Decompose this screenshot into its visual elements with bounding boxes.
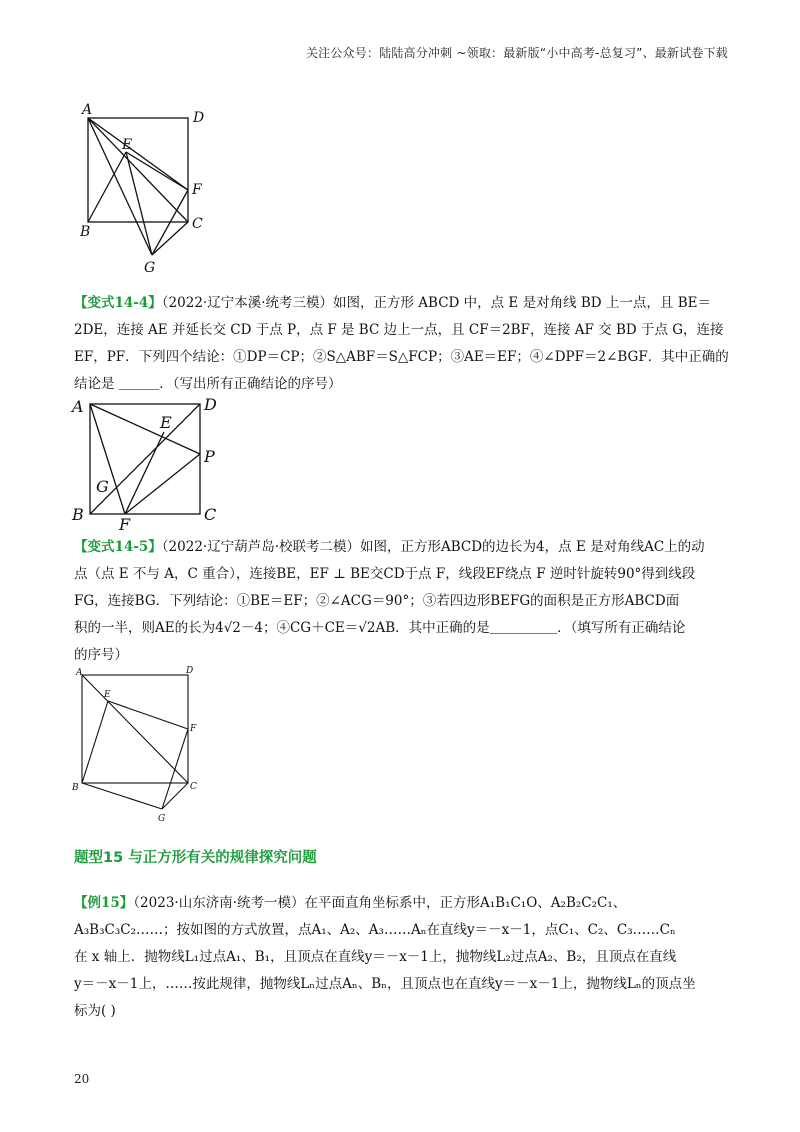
- problem-14-5-tag: 【变式14-5】: [74, 539, 162, 555]
- label-e: E: [104, 690, 111, 700]
- figure-3-svg: [70, 665, 210, 825]
- segment-ap: [90, 404, 200, 454]
- example-15-line-4: y＝－x－1上，……按此规律，抛物线Lₙ过点Aₙ、Bₙ，且顶点也在直线y＝－x－1上，抛物线Lₙ的顶点坐: [74, 976, 696, 992]
- label-a: A: [72, 397, 84, 416]
- label-c: C: [192, 216, 203, 232]
- label-d: D: [193, 110, 205, 126]
- segment: [126, 152, 152, 255]
- label-b: B: [72, 505, 84, 524]
- figure-2-svg: [70, 392, 230, 532]
- label-b: B: [72, 783, 79, 793]
- example-15-line-1: 【例15】（2023·山东济南·统考一模）在平面直角坐标系中，正方形A₁B₁C₁O、A₂B₂C₂C₁、: [74, 895, 627, 911]
- label-g: G: [144, 260, 156, 276]
- label-e: E: [160, 413, 172, 432]
- problem-14-5-line-2: 点（点 E 不与 A，C 重合），连接BE，EF ⊥ BE交CD于点 F，线段EF绕点 F 逆时针旋转90°得到线段: [74, 566, 696, 582]
- problem-14-4-tag: 【变式14-4】: [74, 295, 162, 311]
- label-e: E: [122, 137, 133, 153]
- problem-14-5-line-3: FG，连接BG．下列结论：①BE＝EF；②∠ACG＝90°；③若四边形BEFG的面积是正方形ABCD面: [74, 593, 680, 609]
- label-a: A: [82, 102, 93, 118]
- problem-14-5-line-1: 【变式14-5】（2022·辽宁葫芦岛·校联考二模）如图，正方形ABCD的边长为4，点 E 是对角线AC上的动: [74, 539, 705, 555]
- segment-bg: [82, 783, 162, 809]
- segment-ef: [108, 701, 188, 729]
- segment: [88, 118, 188, 190]
- problem-14-4: [74, 290, 730, 398]
- label-f: F: [192, 182, 202, 198]
- segment-fp: [125, 454, 200, 514]
- figure-square-abcd-2: [70, 392, 230, 532]
- section-title: 题型15 与正方形有关的规律探究问题: [74, 850, 317, 866]
- segment-fg: [162, 729, 188, 809]
- figure-1-svg: [78, 100, 218, 280]
- segment-be: [82, 701, 108, 783]
- diagonal-ac: [82, 675, 188, 783]
- example-15-line-3: 在 x 轴上．抛物线L₁过点A₁、B₁，且顶点在直线y＝－x－1上，抛物线L₂过点A₂、B₂，且顶点在直线: [74, 949, 677, 965]
- label-p: P: [204, 447, 215, 466]
- example-15: [74, 890, 730, 1025]
- segment: [152, 222, 188, 255]
- segment-af: [90, 404, 125, 514]
- label-a: A: [76, 668, 83, 678]
- segment: [88, 118, 188, 222]
- label-c: C: [190, 782, 197, 792]
- segment: [126, 152, 188, 190]
- segment: [88, 118, 152, 255]
- figure-square-abcd-3: [70, 665, 210, 825]
- example-15-tag: 【例15】: [74, 895, 134, 911]
- problem-14-4-line-2: 2DE，连接 AE 并延长交 CD 于点 P，点 F 是 BC 边上一点，且 CF＝2BF，连接 AF 交 BD 于点 G，连接: [74, 322, 724, 338]
- problem-14-5-line-5: 的序号）: [74, 647, 128, 663]
- problem-14-5: [74, 534, 730, 669]
- label-c: C: [204, 505, 217, 524]
- label-d: D: [204, 395, 217, 414]
- problem-14-4-line-4: 结论是 ＿＿＿．（写出所有正确结论的序号）: [74, 376, 342, 392]
- figure-square-abcd-1: [78, 100, 218, 280]
- label-b: B: [80, 224, 91, 240]
- label-g: G: [96, 477, 109, 496]
- problem-14-5-line-4: 积的一半，则AE的长为4√2－4；④CG＋CE＝√2AB．其中正确的是＿＿＿＿＿．（填写所有正确结论: [74, 620, 686, 636]
- label-g: G: [158, 814, 166, 824]
- example-15-line-5: 标为( ): [74, 1003, 116, 1019]
- problem-14-4-line-3: EF，PF．下列四个结论：①DP＝CP；②S△ABF＝S△FCP；③AE＝EF；④∠DPF＝2∠BGF．其中正确的: [74, 349, 729, 365]
- page-number: 20: [74, 1072, 90, 1086]
- label-d: D: [186, 666, 194, 676]
- problem-14-4-line-1: 【变式14-4】（2022·辽宁本溪·统考三模）如图，正方形 ABCD 中，点 E 是对角线 BD 上一点，且 BE＝: [74, 295, 711, 311]
- label-f: F: [190, 724, 197, 734]
- page-header: 关注公众号：陆陆高分冲刺 ~领取：最新版“小中高考-总复习”、最新试卷下载: [305, 46, 728, 60]
- example-15-line-2: A₃B₃C₃C₂……；按如图的方式放置，点A₁、A₂、A₃……Aₙ在直线y＝－x－1，点C₁、C₂、C₃……Cₙ: [74, 922, 676, 938]
- label-f: F: [119, 515, 131, 534]
